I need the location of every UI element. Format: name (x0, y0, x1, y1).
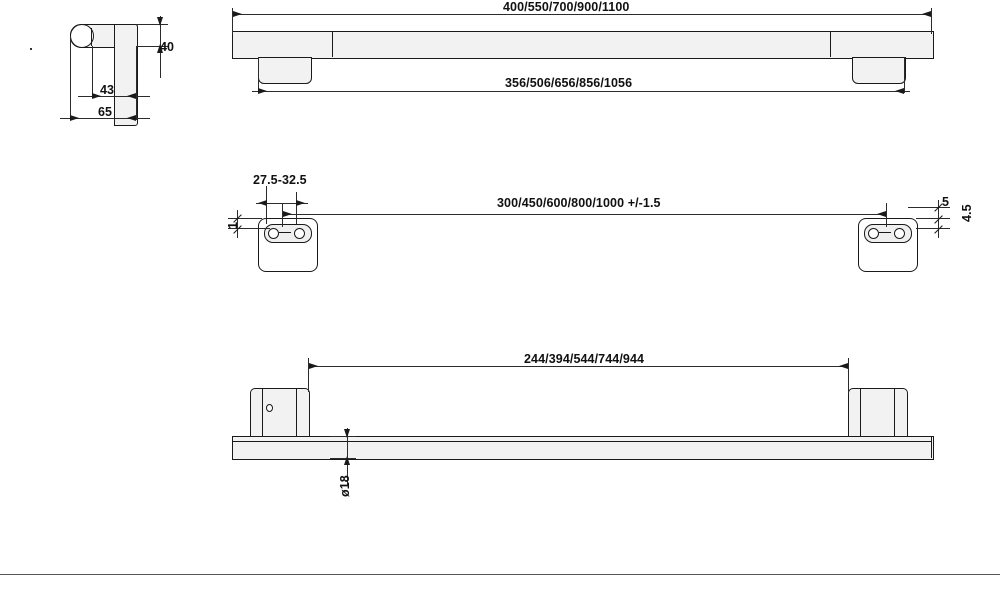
sheet-bottom-frame (0, 574, 1000, 575)
arrow-centres-right (877, 211, 886, 217)
dim-label-plan-inner: 356/506/656/856/1056 (505, 76, 633, 90)
front-tube (232, 436, 934, 460)
wall-plate-left-slot-line (279, 232, 291, 233)
arrow-65-right (127, 115, 136, 121)
ext-line-65-right (136, 98, 137, 120)
arrow-centres-left (283, 211, 292, 217)
arrow-overall-left (233, 11, 242, 17)
arrow-40-top (157, 17, 163, 26)
dim-label-plan-overall: 400/550/700/900/1100 (503, 0, 630, 14)
arrow-inner-right (895, 88, 904, 94)
side-profile-inner-edge (114, 24, 115, 124)
reference-dot (30, 48, 32, 50)
ext-line-65-left (70, 36, 71, 120)
wall-plate-right-hole-2 (894, 228, 905, 239)
front-bracket-left-screw (266, 404, 273, 412)
arrow-clear-right (839, 363, 848, 369)
dim-label-plate-edge-right-top: 5 (942, 195, 950, 209)
front-tube-highlight (232, 441, 932, 442)
plan-bar (232, 31, 934, 59)
ext-line-5-bottom (916, 218, 950, 219)
dim-label-tube-diameter: ø18 (338, 475, 352, 497)
plan-div-left (332, 31, 333, 57)
dim-line-inner (252, 91, 910, 92)
arrow-43-right (127, 93, 136, 99)
dim-label-height-40: 40 (160, 40, 175, 54)
dim-label-plate-offset: 27.5-32.5 (253, 173, 307, 187)
dim-line-centres (282, 214, 886, 215)
wall-plate-right-hole-1 (868, 228, 879, 239)
arrow-offset-left (258, 200, 267, 206)
plan-foot-right (852, 57, 906, 84)
wall-plate-left-hole-1 (268, 228, 279, 239)
front-tube-right-end (931, 436, 932, 458)
dim-label-plate-edge-right-bottom: 4.5 (960, 204, 974, 222)
dim-line-overall (232, 14, 932, 15)
dim-label-front-clear: 244/394/544/744/944 (524, 352, 645, 366)
ext-line-dia-top (330, 436, 356, 437)
dim-line-clear (308, 366, 848, 367)
ext-line-45-bottom (916, 228, 950, 229)
ext-line-43-right (136, 46, 137, 98)
ext-line-43-left (92, 46, 93, 98)
dim-label-plate-edge-left: 1 (226, 221, 240, 229)
ext-line-overall-right (931, 8, 932, 34)
dim-label-plate-centres: 300/450/600/800/1000 +/-1.5 (497, 196, 661, 210)
side-profile-bracket (114, 24, 138, 126)
ext-line-inner-right (904, 57, 905, 93)
ext-line-offset-right (296, 192, 297, 224)
ext-line-1-top (228, 218, 262, 219)
arrow-dia-top (344, 429, 350, 438)
arrow-dia-bottom (344, 456, 350, 465)
ext-line-centres-right (886, 203, 887, 227)
dim-label-depth-65: 65 (98, 105, 113, 119)
arrow-offset-right (296, 200, 305, 206)
arrow-65-left (70, 115, 79, 121)
side-profile-circle-edge (91, 28, 92, 46)
ext-line-clear-right (848, 358, 849, 392)
arrow-inner-left (258, 88, 267, 94)
arrow-clear-left (309, 363, 318, 369)
plan-foot-left (258, 57, 312, 84)
wall-plate-left-hole-2 (294, 228, 305, 239)
front-tube-left-end (232, 436, 233, 458)
ext-line-dia-bottom (330, 458, 356, 459)
plan-div-right (830, 31, 831, 57)
arrow-overall-right (922, 11, 931, 17)
wall-plate-right-slot-line (879, 232, 891, 233)
ext-line-40-top (136, 24, 168, 25)
dim-label-depth-43: 43 (100, 83, 115, 97)
